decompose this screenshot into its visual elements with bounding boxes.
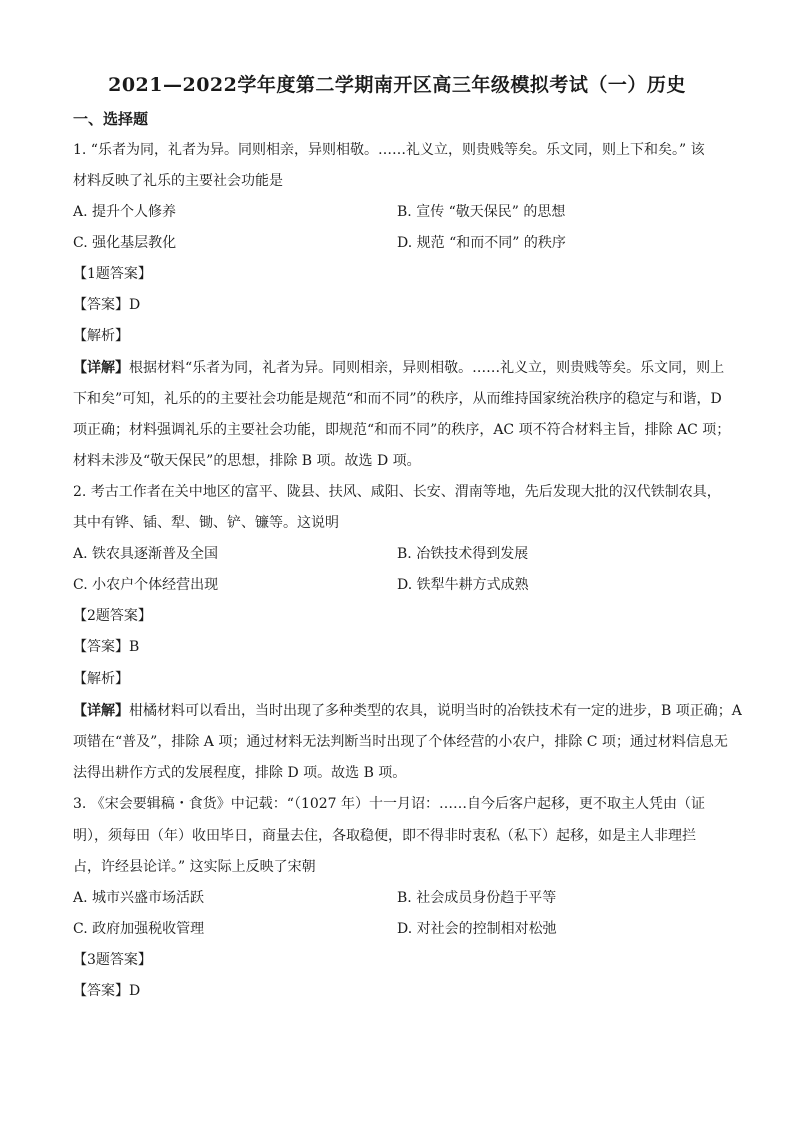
q1-option-a: A. 提升个人修养 bbox=[73, 204, 177, 220]
answer-label: 【答案】 bbox=[73, 639, 129, 655]
answer-value: D bbox=[129, 983, 141, 999]
q3-stem-line-3: 占，许经县论详。” 这实际上反映了宋朝 bbox=[73, 859, 316, 875]
q1-option-c: C. 强化基层教化 bbox=[73, 235, 177, 251]
q1-answer-heading: 【1题答案】 bbox=[73, 266, 152, 282]
q3-answer bbox=[73, 981, 140, 1001]
q2-option-c: C. 小农户个体经营出现 bbox=[73, 577, 219, 593]
q3-stem-line-1: 3. 《宋会要辑稿・食货》中记载：“（1027 年）十一月诏：……自今后客户起移，更不取主人凭由（证 bbox=[73, 796, 706, 812]
q2-detail-line-1 bbox=[73, 701, 742, 721]
q1-detail-line-3: 项正确；材料强调礼乐的主要社会功能，即规范“和而不同”的秩序，AC 项不符合材料主旨，排除 AC 项； bbox=[73, 422, 731, 438]
q1-stem-line-2: 材料反映了礼乐的主要社会功能是 bbox=[73, 173, 283, 189]
q3-option-a: A. 城市兴盛市场活跃 bbox=[73, 890, 205, 906]
q1-detail-line-4: 材料未涉及“敬天保民”的思想，排除 B 项。故选 D 项。 bbox=[73, 453, 421, 469]
q2-answer bbox=[73, 637, 139, 657]
q1-analysis-heading: 【解析】 bbox=[73, 328, 129, 344]
q2-stem-line-1: 2. 考古工作者在关中地区的富平、陇县、扶风、咸阳、长安、渭南等地，先后发现大批的汉代铁制农具， bbox=[73, 484, 721, 500]
q1-detail-line-1 bbox=[73, 358, 724, 378]
q2-analysis-heading: 【解析】 bbox=[73, 671, 129, 687]
q1-answer bbox=[73, 295, 140, 315]
detail-text: 根据材料“乐者为同，礼者为异。同则相亲，异则相敬。……礼义立，则贵贱等矣。乐文同，则上 bbox=[129, 360, 725, 376]
q1-option-d: D. 规范 “和而不同” 的秩序 bbox=[397, 235, 566, 251]
q1-detail-line-2: 下和矣”可知，礼乐的的主要社会功能是规范“和而不同”的秩序，从而维持国家统治秩序的稳定与和谐，D bbox=[73, 391, 722, 407]
q2-detail-line-2: 项错在“普及”，排除 A 项；通过材料无法判断当时出现了个体经营的小农户，排除 C 项；通过材料信息无 bbox=[73, 734, 728, 750]
detail-label: 【详解】 bbox=[73, 703, 129, 719]
answer-value: D bbox=[129, 297, 141, 313]
answer-label: 【答案】 bbox=[73, 983, 129, 999]
q3-option-d: D. 对社会的控制相对松弛 bbox=[397, 921, 557, 937]
q2-option-d: D. 铁犁牛耕方式成熟 bbox=[397, 577, 529, 593]
answer-value: B bbox=[129, 639, 140, 655]
page-title: 2021—2022学年度第二学期南开区高三年级模拟考试（一）历史 bbox=[108, 74, 686, 96]
q3-answer-heading: 【3题答案】 bbox=[73, 952, 152, 968]
q1-option-b: B. 宣传 “敬天保民” 的思想 bbox=[397, 204, 566, 220]
q2-stem-line-2: 其中有铧、锸、犁、锄、铲、镰等。这说明 bbox=[73, 515, 339, 531]
q2-option-b: B. 冶铁技术得到发展 bbox=[397, 546, 529, 562]
section-heading: 一、选择题 bbox=[73, 110, 149, 128]
q2-detail-line-3: 法得出耕作方式的发展程度，排除 D 项。故选 B 项。 bbox=[73, 765, 407, 781]
q3-option-b: B. 社会成员身份趋于平等 bbox=[397, 890, 557, 906]
detail-text: 柑橘材料可以看出，当时出现了多种类型的农具，说明当时的冶铁技术有一定的进步，B 项正确；A bbox=[129, 703, 742, 719]
answer-label: 【答案】 bbox=[73, 297, 129, 313]
q3-stem-line-2: 明），须每田（年）收田毕日，商量去住，各取稳便，即不得非时衷私（私下）起移，如是主人非理拦 bbox=[73, 828, 696, 844]
q2-answer-heading: 【2题答案】 bbox=[73, 608, 152, 624]
q1-stem-line-1: 1. “乐者为同，礼者为异。同则相亲，异则相敬。……礼义立，则贵贱等矣。乐文同，则上下和矣。” 该 bbox=[73, 142, 705, 158]
q2-option-a: A. 铁农具逐渐普及全国 bbox=[73, 546, 219, 562]
q3-option-c: C. 政府加强税收管理 bbox=[73, 921, 205, 937]
detail-label: 【详解】 bbox=[73, 360, 129, 376]
